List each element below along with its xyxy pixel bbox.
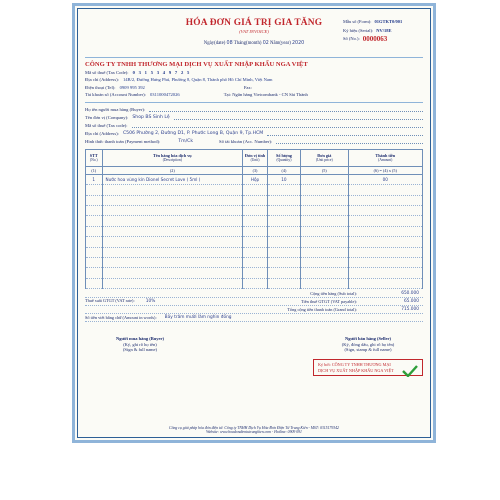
amount-in-words: Bảy trăm mười lăm nghìn đồng (164, 314, 232, 320)
totals-section: Cộng tiền hàng (Sub total): 650.000 Thuế suất GTGT (VAT rate): 10% Tiền thuế GTGT (VAT payable): 65.000 Tổng cộng tiền thanh toán (Grand total): 715.000 Số tiền viết bằng chữ (Amount in words): Bảy trăm mười lăm nghìn đồng (85, 290, 423, 322)
invoice-date: Ngày(date) 08 Tháng(month) 02 Năm(year) 2020 (203, 41, 305, 46)
empty-row (86, 185, 423, 195)
buyer-signature: Người mua hàng (Buyer) (Ký, ghi rõ họ tên) (Sign & full name) (115, 336, 165, 353)
column-header: Thành tiền (Amount) (348, 149, 422, 166)
cell-no: 1 (86, 174, 103, 184)
empty-row (86, 226, 423, 236)
invoice-sheet (72, 3, 436, 443)
seller-name: CÔNG TY TNHH THƯƠNG MẠI DỊCH VỤ XUẤT NHẬP KHẨU NGA VIỆT (85, 61, 308, 68)
column-index: (5) (300, 166, 348, 174)
items-table (85, 149, 423, 289)
buyer-company: Shop BS Sinh Lệ (132, 114, 170, 120)
column-index: (1) (86, 166, 103, 174)
empty-row (86, 268, 423, 278)
cell-price (300, 174, 348, 184)
empty-row (86, 237, 423, 247)
invoice-meta: Mẫu số (Form): 01GTKT0/001 Ký hiệu (Serial): NV/18E Số (No.): 0000063 (343, 19, 403, 44)
invoice-number: 0000063 (362, 35, 388, 44)
invoice-subtitle: (VAT INVOICE) (239, 29, 269, 34)
empty-row (86, 247, 423, 257)
column-index: (4) (267, 166, 300, 174)
table-row (86, 174, 423, 184)
column-header: Đơn giá (Unit price) (300, 149, 348, 166)
buyer-address: C506 Phường 2, Đường D1, P. Phước Long B, Quận 9, Tp.HCM (122, 130, 264, 136)
footer: Công cụ giải pháp hóa đơn điện tử: Công ty TNHH Dịch Vụ Hóa Đơn Điện Tử Trung Kiên - MST: 0315179342 Website: www.hoadondientutrungkien.com - Hotline: 0909 091 (169, 425, 339, 435)
cell-amount: 00 (348, 174, 422, 184)
payment-method: Tm/Ck (178, 138, 194, 144)
cell-unit: Hộp (243, 174, 268, 184)
seller-signature: Người bán hàng (Seller) (Ký, đóng dấu, ghi rõ họ tên) (Sign, stamp & full name) Ký bởi: CÔNG TY TNHH THƯƠNG MẠI DỊCH VỤ XUẤT NHẬP KHẨU NGA VIỆT (313, 336, 423, 376)
seller-account: 0311000472026 (149, 92, 180, 98)
column-index: (2) (102, 166, 243, 174)
seller-tax-code: 0 3 1 5 3 4 9 7 2 5 (132, 70, 191, 76)
empty-row (86, 216, 423, 226)
vat-rate-value: 10% (145, 299, 156, 305)
seller-section: CÔNG TY TNHH THƯƠNG MẠI DỊCH VỤ XUẤT NHẬP KHẨU NGA VIỆT Mã số thuế (Tax Code): 0 3 1 5 3 4 9 7 2 5 Địa chỉ (Address): 14B/2, Đường Hưng Phú, Phường 8, Quận 8, Thành phố Hồ Chí Minh, Việt Nam Điện thoại (Tel): 0909 995 392 Fax: Tài khoản số (Account Number): 0311000472026 Tại: Ngân hàng Vietcombank - CN Sài Thành (85, 61, 423, 99)
buyer-section: Họ tên người mua hàng (Buyer): Tên đơn vị (Company): Shop BS Sinh Lệ Mã số thuế (Tax code): Địa chỉ (Address): C506 Phường 2, Đường D1, P. Phước Long B, Quận 9, Tp.HCM Hình thức thanh toán (Payment method): Tm/Ck Số tài khoản (Acc. Number): (85, 106, 423, 146)
check-icon (402, 365, 418, 377)
cell-qty: 10 (267, 174, 300, 184)
column-header: Số lượng (Quantity) (267, 149, 300, 166)
digital-signature-stamp: Ký bởi: CÔNG TY TNHH THƯƠNG MẠI DỊCH VỤ XUẤT NHẬP KHẨU NGA VIỆT (313, 359, 423, 376)
column-index: (3) (243, 166, 268, 174)
invoice-title: HÓA ĐƠN GIÁ TRỊ GIA TĂNG (185, 18, 323, 28)
empty-row (86, 278, 423, 288)
empty-row (86, 195, 423, 205)
seller-phone: 0909 995 392 (119, 84, 145, 90)
empty-row (86, 257, 423, 267)
grand-total-value: 715.000 (401, 306, 419, 312)
column-header: Đơn vị tính (Unit) (243, 149, 268, 166)
subtotal-value: 650.000 (401, 290, 419, 296)
invoice-header (85, 14, 423, 54)
empty-row (86, 205, 423, 215)
seller-address: 14B/2, Đường Hưng Phú, Phường 8, Quận 8, Thành phố Hồ Chí Minh, Việt Nam (122, 77, 273, 83)
column-header: STT (No.) (86, 149, 103, 166)
column-index: (6) = (4) x (5) (348, 166, 422, 174)
vat-amount-value: 65.000 (403, 298, 419, 304)
signatures (85, 336, 423, 376)
cell-desc: Nước hoa vùng kín Dionel Secret Love ( 5ml ) (102, 174, 243, 184)
column-header: Tên hàng hóa dịch vụ (Description) (102, 149, 243, 166)
